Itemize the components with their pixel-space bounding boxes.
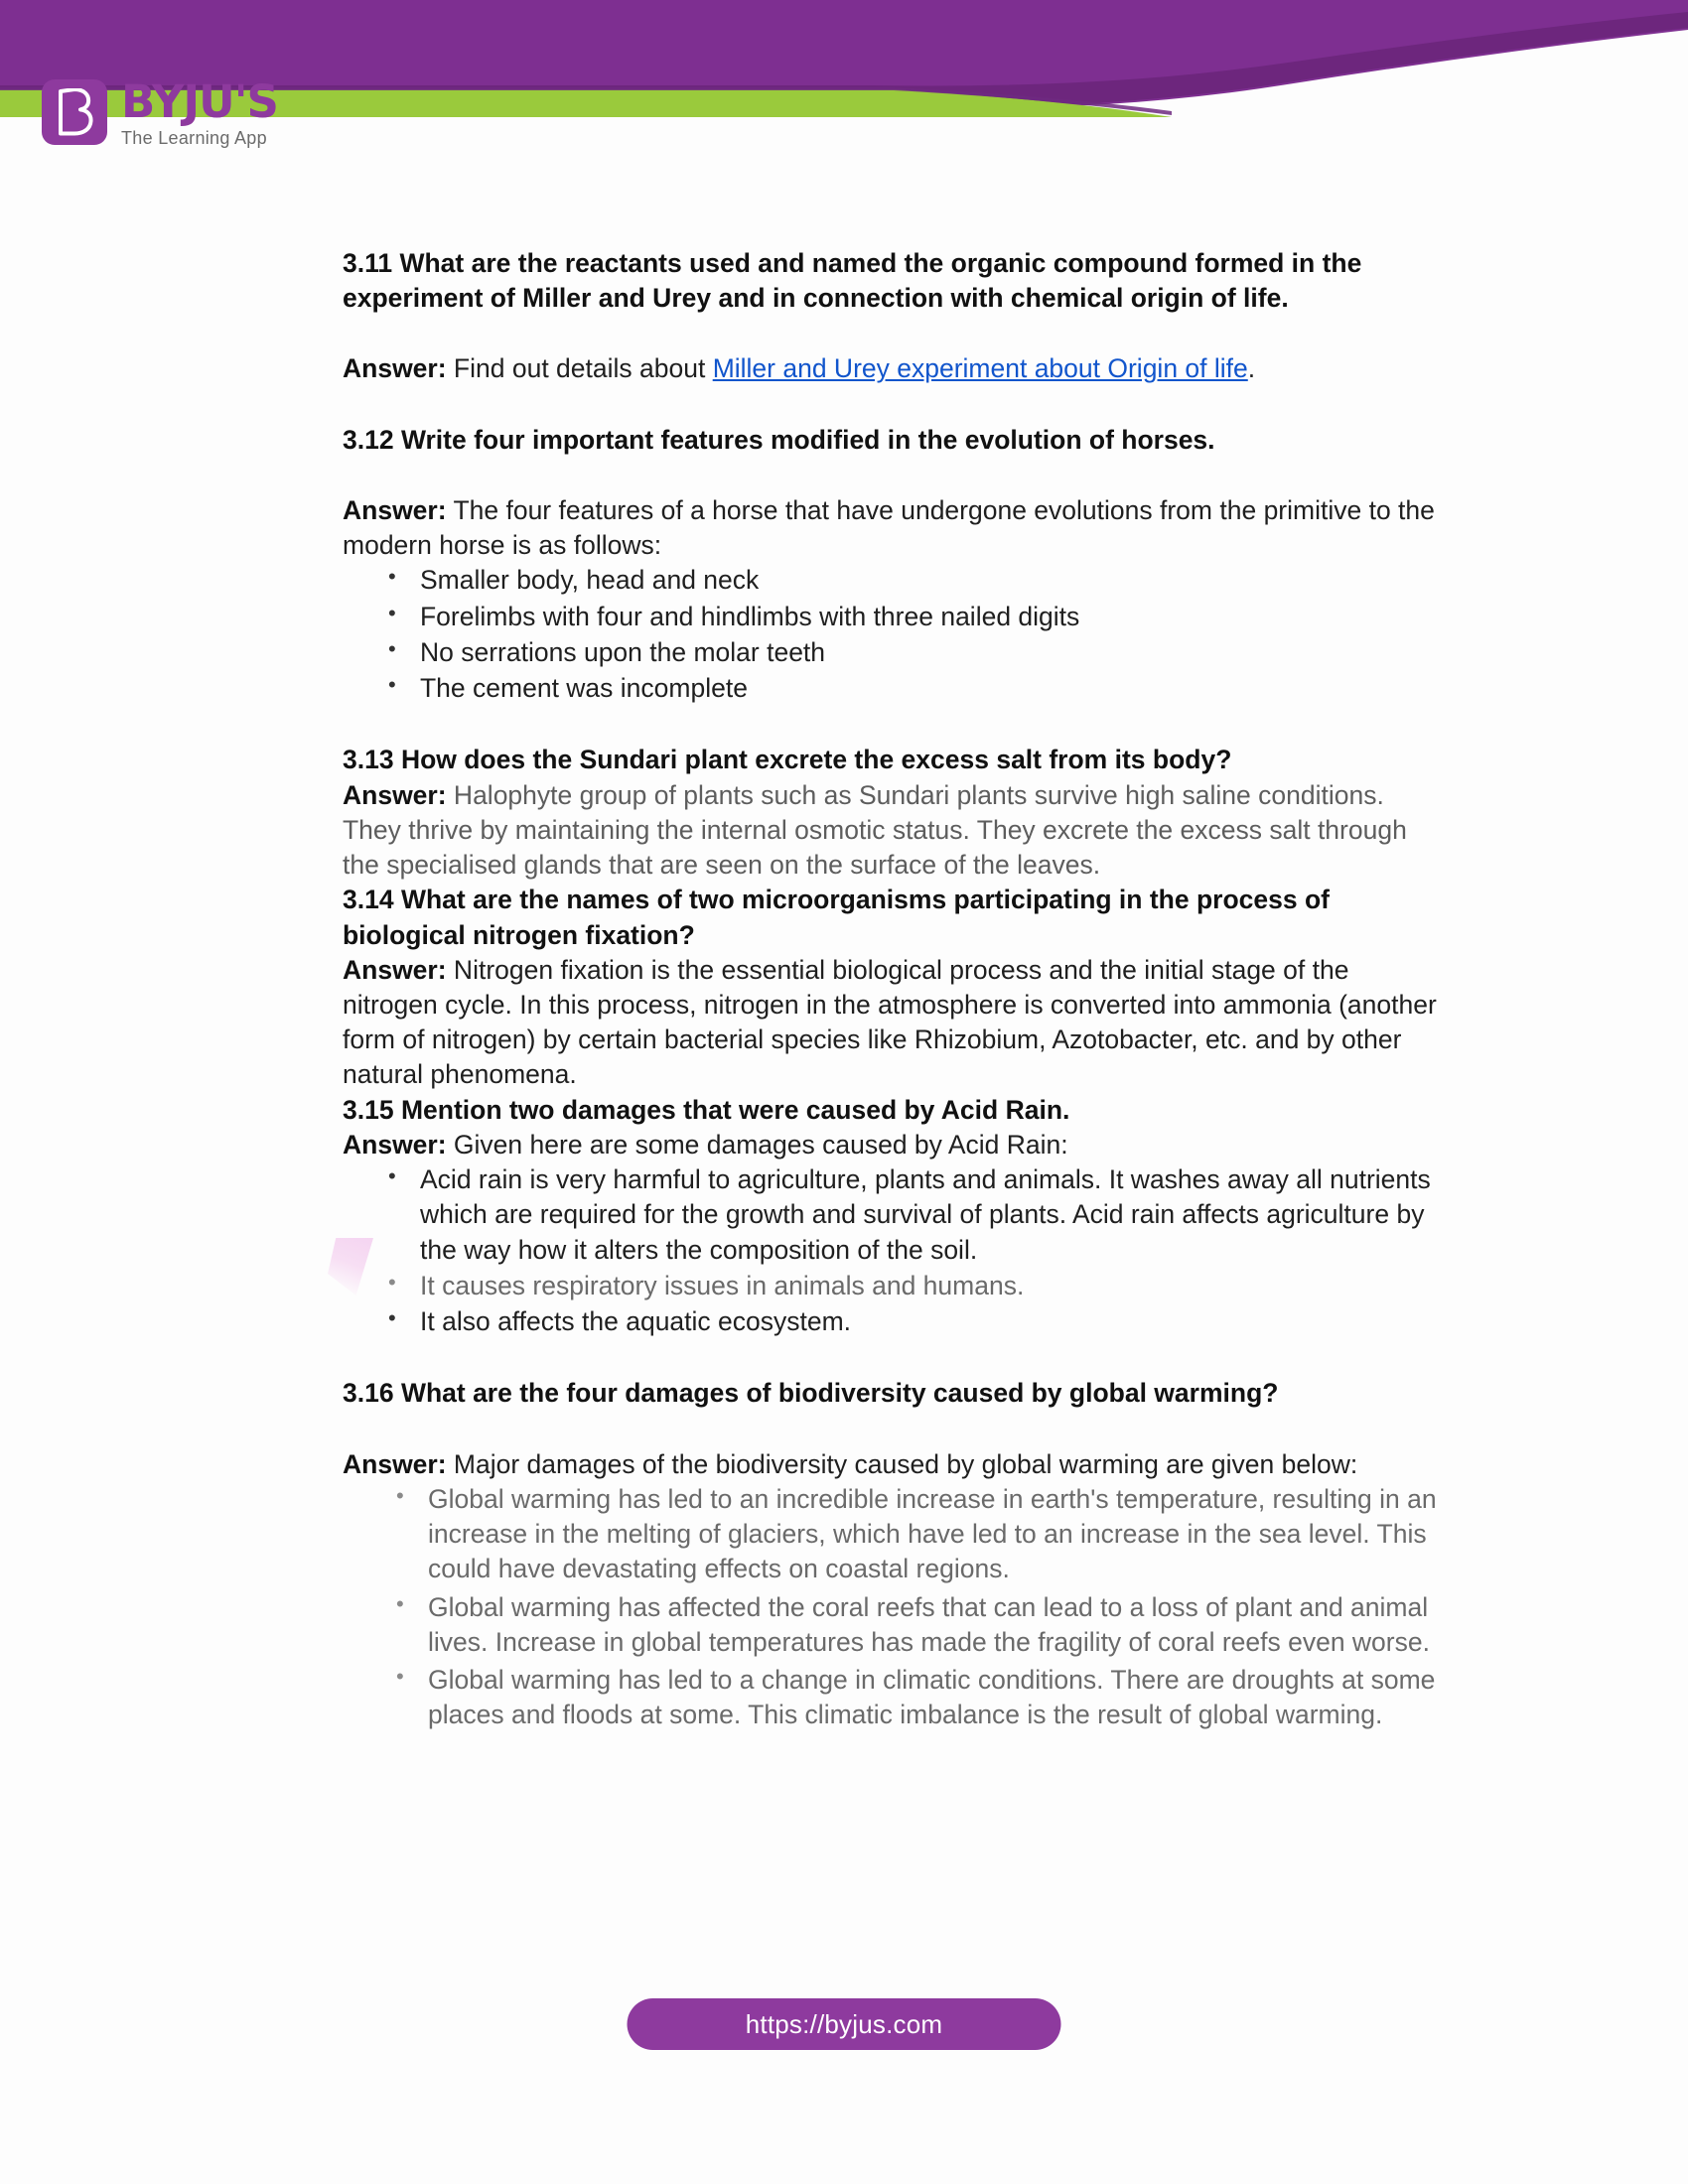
list-item: • It causes respiratory issues in animals and humans. xyxy=(420,1269,1440,1303)
byjus-logo xyxy=(42,77,278,147)
question-heading-3-11: 3.11 What are the reactants used and named the organic compound formed in the experiment of Miller and Urey and in connection with chemical origin of life. xyxy=(343,248,1362,314)
footer-url-label: https://byjus.com xyxy=(745,2008,943,2039)
answer-label-3-12: Answer: xyxy=(343,494,447,525)
answer-3-14 xyxy=(343,953,1440,1093)
answer-text-3-16: Major damages of the biodiversity caused by global warming are given below: xyxy=(446,1448,1358,1479)
answer-3-15 xyxy=(343,1128,1440,1162)
question-heading-3-14: 3.14 What are the names of two microorganisms participating in the process of biological nitrogen fixation? xyxy=(343,885,1330,950)
list-item: • It also affects the aquatic ecosystem. xyxy=(420,1304,1440,1339)
answer-3-12 xyxy=(343,493,1440,563)
question-heading-3-13: 3.13 How does the Sundari plant excrete the excess salt from its body? xyxy=(343,745,1232,775)
answer-3-11 xyxy=(343,351,1440,386)
list-item: • Global warming has led to an incredible increase in earth's temperature, resulting in an increase in the melting of glaciers, which have led to an increase in the sea level. This could have devastating effects on coastal regions. xyxy=(428,1482,1440,1587)
answer-text-3-14: Nitrogen fixation is the essential biological process and the initial stage of the nitrogen cycle. In this process, nitrogen in the atmosphere is converted into ammonia (another form of nitrogen) by certain bacterial species like Rhizobium, Azotobacter, etc. and by other natural phenomena. xyxy=(343,954,1437,1090)
answer-text-3-11-post: . xyxy=(1247,353,1256,384)
question-heading-3-16: 3.16 What are the four damages of biodiversity caused by global warming? xyxy=(343,1378,1279,1409)
list-item: • The cement was incomplete xyxy=(420,671,1440,706)
answer-label-3-11: Answer: xyxy=(343,353,447,384)
list-item: • Smaller body, head and neck xyxy=(420,563,1440,598)
bullet-list-3-12 xyxy=(343,563,1440,706)
answer-label-3-15: Answer: xyxy=(343,1129,447,1160)
answer-text-3-11-pre: Find out details about xyxy=(446,353,713,384)
answer-label-3-13: Answer: xyxy=(343,779,447,810)
list-item: • Global warming has led to a change in climatic conditions. There are droughts at some places and floods at some. This climatic imbalance is the result of global warming. xyxy=(428,1663,1440,1732)
list-item: • Acid rain is very harmful to agriculture, plants and animals. It washes away all nutrients which are required for the growth and survival of plants. Acid rain affects agriculture by the way how it alters the composition of the soil. xyxy=(420,1162,1440,1268)
footer-url-button[interactable] xyxy=(628,1998,1061,2050)
bullet-list-3-16 xyxy=(343,1482,1440,1733)
answer-3-13 xyxy=(343,778,1440,884)
byjus-tagline: The Learning App xyxy=(121,128,267,148)
miller-urey-experiment-link[interactable]: Miller and Urey experiment about Origin of life xyxy=(712,353,1248,384)
bullet-list-3-15 xyxy=(343,1162,1440,1339)
answer-text-3-15: Given here are some damages caused by Acid Rain: xyxy=(446,1129,1068,1160)
byjus-wordmark: BYJU'S xyxy=(121,75,278,128)
answer-text-3-12: The four features of a horse that have undergone evolutions from the primitive to the modern horse is as follows: xyxy=(343,494,1435,561)
list-item: • Forelimbs with four and hindlimbs with three nailed digits xyxy=(420,600,1440,634)
question-heading-3-12: 3.12 Write four important features modified in the evolution of horses. xyxy=(343,424,1215,455)
question-heading-3-15: 3.15 Mention two damages that were caused by Acid Rain. xyxy=(343,1094,1070,1125)
answer-label-3-14: Answer: xyxy=(343,954,447,985)
byjus-logo-mark-icon xyxy=(42,79,107,145)
answer-text-3-13: Halophyte group of plants such as Sundari plants survive high saline conditions. They thrive by maintaining the internal osmotic status. They excrete the excess salt through the specialised glands that are seen on the surface of the leaves. xyxy=(343,779,1407,881)
answer-3-16 xyxy=(343,1447,1440,1482)
document-content xyxy=(343,246,1440,1735)
list-item: • No serrations upon the molar teeth xyxy=(420,635,1440,670)
answer-label-3-16: Answer: xyxy=(343,1448,447,1479)
list-item: • Global warming has affected the coral reefs that can lead to a loss of plant and animal lives. Increase in global temperatures has made the fragility of coral reefs even worse. xyxy=(428,1590,1440,1660)
